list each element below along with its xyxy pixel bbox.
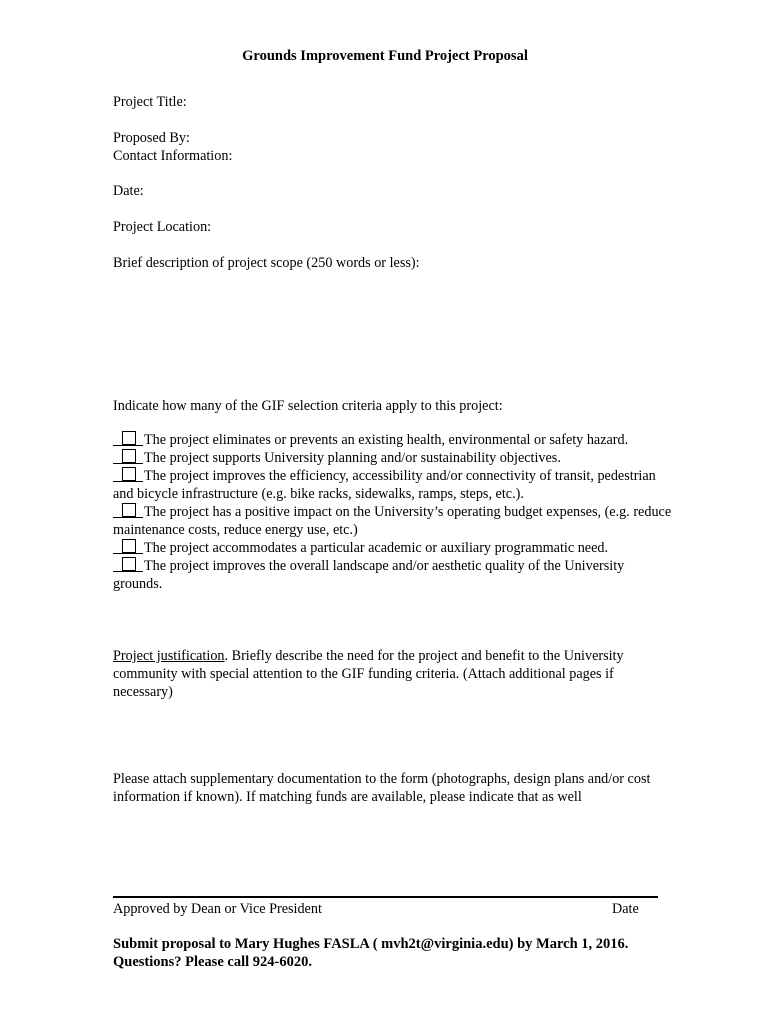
criteria-list	[113, 431, 673, 593]
criterion-text: The project has a positive impact on the University’s operating budget expenses, (e.g. reduce maintenance costs, reduce energy use, etc.)	[113, 504, 672, 538]
criterion-checkbox[interactable]	[113, 431, 143, 446]
justification-text: . Briefly describe the need for the project and benefit to the University community with special attention to the GIF funding criteria. (Attach additional pages if necessary)	[113, 648, 624, 700]
criterion-checkbox[interactable]	[113, 503, 143, 518]
scope-description-label: Brief description of project scope (250 words or less):	[113, 255, 420, 271]
justification-label: Project justification	[113, 648, 225, 664]
approved-by-label: Approved by Dean or Vice President	[113, 901, 322, 917]
criterion-item	[113, 557, 673, 593]
proposed-by-label: Proposed By:	[113, 130, 190, 146]
signature-line	[113, 896, 658, 898]
contact-information-label: Contact Information:	[113, 148, 233, 164]
approval-date-label: Date	[612, 901, 639, 917]
criterion-checkbox[interactable]	[113, 449, 143, 464]
project-title-label: Project Title:	[113, 94, 187, 110]
criterion-text: The project supports University planning and/or sustainability objectives.	[144, 450, 561, 466]
criterion-checkbox[interactable]	[113, 539, 143, 554]
criterion-text: The project improves the efficiency, accessibility and/or connectivity of transit, pedestrian and bicycle infrastructure (e.g. bike racks, sidewalks, ramps, steps, etc.).	[113, 468, 656, 502]
criterion-text: The project improves the overall landscape and/or aesthetic quality of the University grounds.	[113, 558, 625, 592]
criterion-text: The project accommodates a particular academic or auxiliary programmatic need.	[144, 540, 609, 556]
criterion-item	[113, 467, 673, 503]
criterion-item	[113, 503, 673, 539]
criterion-item	[113, 431, 673, 449]
attachment-note: Please attach supplementary documentation to the form (photographs, design plans and/or cost information if known). If matching funds are available, please indicate that as well	[113, 771, 651, 805]
project-location-label: Project Location:	[113, 219, 212, 235]
criterion-text: The project eliminates or prevents an existing health, environmental or safety hazard.	[144, 432, 629, 448]
date-label: Date:	[113, 183, 144, 199]
submit-note: Submit proposal to Mary Hughes FASLA ( mvh2t@virginia.edu) by March 1, 2016. Questions? Please call 924-6020.	[113, 936, 629, 970]
criterion-checkbox[interactable]	[113, 467, 143, 482]
criterion-checkbox[interactable]	[113, 557, 143, 572]
form-title: Grounds Improvement Fund Project Proposal	[242, 48, 528, 64]
criterion-item	[113, 449, 673, 467]
criteria-prompt: Indicate how many of the GIF selection criteria apply to this project:	[113, 398, 503, 414]
criterion-item	[113, 539, 673, 557]
justification-section	[113, 647, 673, 701]
